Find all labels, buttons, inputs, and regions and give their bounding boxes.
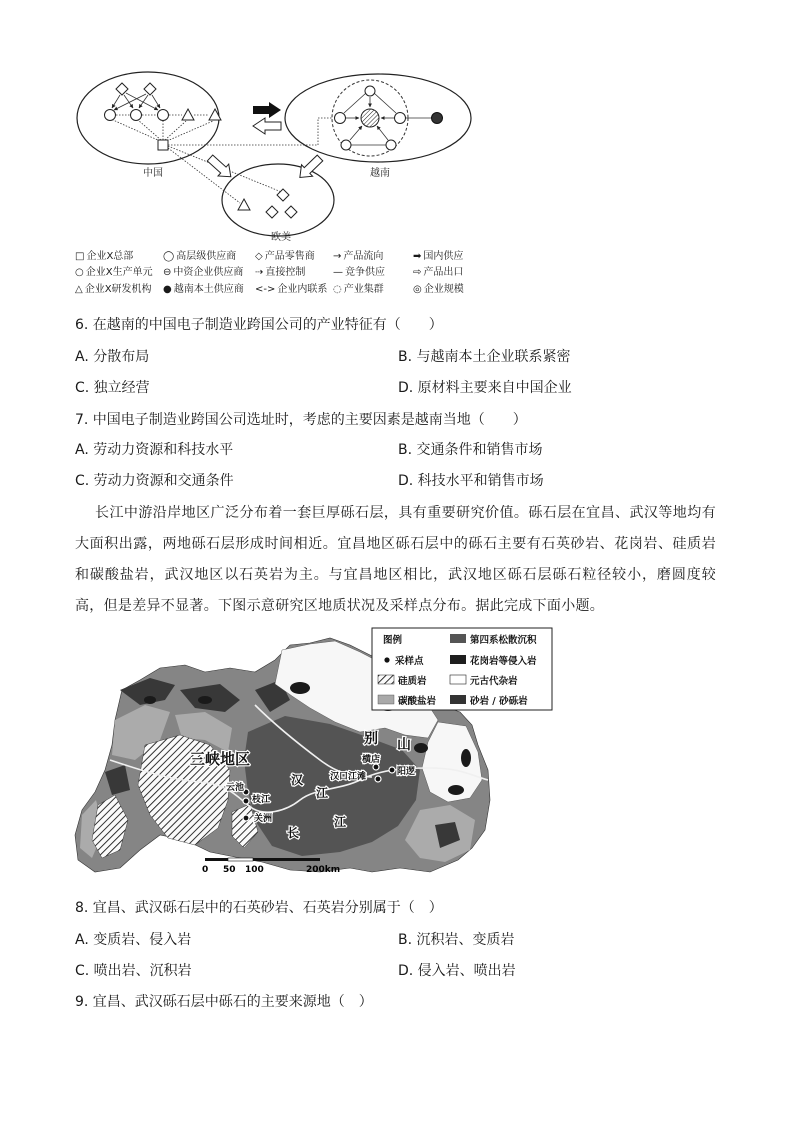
headquarters-square-icon: □ — [75, 251, 85, 262]
legend-carbonate: 碳酸盐岩 — [398, 696, 437, 707]
headquarters-square-icon — [158, 140, 168, 150]
retailer-diamond-icon — [285, 206, 297, 218]
legend-label: 竞争供应 — [345, 267, 385, 278]
place-guanzhou: 关洲 — [254, 814, 273, 824]
product-flow-arrow-icon: → — [333, 251, 342, 262]
legend-label: 直接控制 — [265, 267, 306, 278]
chinese-supplier-icon — [395, 113, 406, 124]
domestic-supply-arrow-icon: ➡ — [413, 251, 422, 262]
sandstone-swatch — [450, 695, 466, 704]
legend-label: 产业集群 — [343, 284, 384, 295]
legend-item — [333, 283, 413, 297]
legend-proterozoic: 元古代杂岩 — [470, 676, 518, 687]
legend-quaternary: 第四系松散沉积 — [470, 635, 537, 646]
sample-point-yangluo — [389, 767, 395, 773]
legend-item — [413, 283, 493, 297]
domestic-supply-arrow-icon — [253, 102, 281, 118]
question-8-stem: 8. 宜昌、武汉砾石层中的石英砂岩、石英岩分别属于（ ） — [75, 900, 443, 916]
legend-item — [333, 266, 413, 280]
legend-item — [75, 283, 163, 297]
high-tier-supplier-icon — [361, 109, 379, 127]
sample-point-zhijiang — [243, 798, 249, 804]
legend-label: 企业X生产单元 — [85, 267, 153, 278]
production-unit-icon — [158, 110, 169, 121]
q6-option-c[interactable]: C. 独立经营 — [75, 380, 150, 396]
legend-siliceous: 硅质岩 — [398, 676, 427, 687]
q6-option-a[interactable]: A. 分散布局 — [75, 349, 150, 365]
legend-sandstone: 砂岩 / 砂砾岩 — [470, 696, 528, 707]
production-unit-icon — [105, 110, 116, 121]
place-bie: 别 — [364, 731, 378, 747]
sample-point-guanzhou — [243, 815, 249, 821]
chinese-supplier-icon — [335, 113, 346, 124]
q7-option-b[interactable]: B. 交通条件和销售市场 — [398, 442, 543, 458]
q6-option-d[interactable]: D. 原材料主要来自中国企业 — [398, 380, 572, 396]
legend-item — [333, 250, 413, 264]
vietnam-local-supplier-icon — [432, 113, 443, 124]
chinese-supplier-icon: ⊖ — [163, 267, 172, 278]
vietnam-label: 越南 — [370, 168, 390, 179]
direct-control-arrow-icon: ⇢ — [255, 267, 264, 278]
legend-label: 产品流向 — [343, 251, 384, 262]
place-yunchi: 云池 — [226, 783, 245, 793]
place-hankou: 汉口江滩 — [330, 772, 367, 782]
internal-link-arrow-icon: <-> — [255, 284, 276, 295]
place-three-gorges: 三峡地区 — [190, 750, 251, 768]
question-7-stem: 7. 中国电子制造业跨国公司选址时，考虑的主要因素是越南当地（ ） — [75, 412, 527, 428]
chinese-supplier-icon — [341, 140, 351, 150]
legend-granite: 花岗岩等侵入岩 — [470, 656, 537, 667]
china-links — [112, 93, 333, 203]
legend-item — [413, 266, 493, 280]
place-hengdian: 横店 — [362, 755, 381, 765]
vietnam-local-supplier-icon: ● — [163, 284, 172, 295]
legend-label: 企业规模 — [423, 284, 464, 295]
china-label: 中国 — [143, 168, 163, 179]
chinese-supplier-icon — [386, 140, 396, 150]
q7-option-a[interactable]: A. 劳动力资源和科技水平 — [75, 442, 234, 458]
chinese-supplier-icon — [365, 86, 375, 96]
industry-network-diagram — [0, 0, 794, 250]
legend-item — [163, 266, 255, 280]
legend-sample-point: 采样点 — [395, 656, 424, 667]
product-export-arrow-icon — [205, 152, 237, 183]
q8-option-d[interactable]: D. 侵入岩、喷出岩 — [398, 963, 516, 979]
rnd-triangle-icon — [182, 109, 194, 120]
enterprise-scale-icon: ◎ — [413, 284, 422, 295]
legend-item — [163, 250, 255, 264]
legend-label: 企业X总部 — [86, 251, 134, 262]
siliceous-swatch — [378, 675, 394, 684]
legend-label: 高层级供应商 — [176, 251, 237, 262]
legend-label: 中资企业供应商 — [173, 267, 244, 278]
place-shan: 山 — [397, 737, 411, 753]
granite-swatch — [450, 655, 466, 664]
legend-item — [75, 250, 163, 264]
proterozoic-swatch — [450, 675, 466, 684]
rnd-triangle-icon: △ — [75, 284, 83, 295]
geology-map — [70, 625, 560, 880]
carbonate-swatch — [378, 695, 394, 704]
product-export-arrow-icon: ⇨ — [413, 267, 422, 278]
place-han: 汉 — [291, 773, 304, 787]
q6-option-b[interactable]: B. 与越南本土企业联系紧密 — [398, 349, 571, 365]
retailer-diamond-icon — [277, 189, 289, 201]
place-yangluo: 阳逻 — [397, 767, 416, 777]
legend-item — [255, 283, 333, 297]
retailer-diamond-icon: ◇ — [255, 251, 263, 262]
legend-item — [413, 250, 493, 264]
production-unit-icon: ○ — [75, 267, 84, 278]
product-export-arrow-icon — [253, 118, 281, 134]
q7-option-c[interactable]: C. 劳动力资源和交通条件 — [75, 473, 234, 489]
scale-label-0: 0 — [202, 865, 209, 875]
diagram-legend-row — [75, 266, 493, 280]
legend-label: 越南本土供应商 — [173, 284, 244, 295]
scale-label-200km: 200km — [306, 865, 341, 875]
competitive-supply-line-icon: — — [333, 267, 343, 278]
sample-point-icon — [384, 657, 389, 662]
rnd-triangle-icon — [238, 199, 250, 210]
q8-option-c[interactable]: C. 喷出岩、沉积岩 — [75, 963, 192, 979]
product-export-arrow-icon — [294, 152, 325, 183]
map-legend — [372, 628, 552, 710]
legend-label: 产品零售商 — [264, 251, 315, 262]
europe-america-label: 欧美 — [271, 232, 291, 243]
question-6-stem: 6. 在越南的中国电子制造业跨国公司的产业特征有（ ） — [75, 317, 443, 333]
map-legend-title: 图例 — [383, 635, 403, 646]
legend-label: 产品出口 — [423, 267, 464, 278]
question-9-stem: 9. 宜昌、武汉砾石层中砾石的主要来源地（ ） — [75, 994, 373, 1010]
q8-option-a[interactable]: A. 变质岩、侵入岩 — [75, 932, 192, 948]
q8-option-b[interactable]: B. 沉积岩、变质岩 — [398, 932, 515, 948]
retailer-diamond-icon — [266, 206, 278, 218]
industry-cluster-icon: ◌ — [333, 284, 342, 295]
legend-label: 国内供应 — [423, 251, 464, 262]
production-unit-icon — [131, 110, 142, 121]
scale-label-50: 50 — [223, 865, 236, 875]
scale-label-100: 100 — [245, 865, 264, 875]
legend-item — [163, 283, 255, 297]
place-zhijiang: 枝江 — [252, 795, 271, 805]
reading-passage: 长江中游沿岸地区广泛分布着一套巨厚砾石层，具有重要研究价值。砾石层在宜昌、武汉等地均有大面积出露，两地砾石层形成时间相近。宜昌地区砾石层中的砾石主要有石英砂岩、花岗岩、硅质岩和碳酸盐岩，武汉地区以石英岩为主。与宜昌地区相比，武汉地区砾石层砾石粒径较小，磨圆度较高，但是差异不显著。下图示意研究区地质状况及采样点分布。据此完成下面小题。 — [75, 505, 716, 614]
sample-point-hankou — [375, 776, 381, 782]
place-chang-jiang: 江 — [334, 815, 347, 829]
diagram-legend-row — [75, 283, 493, 297]
legend-item — [255, 266, 333, 280]
retailer-diamond-icon — [144, 83, 156, 95]
legend-label: 企业X研发机构 — [84, 284, 152, 295]
q7-option-d[interactable]: D. 科技水平和销售市场 — [398, 473, 544, 489]
quaternary-swatch — [450, 634, 466, 643]
scale-bar — [202, 858, 340, 875]
legend-item — [75, 266, 163, 280]
legend-label: 企业内联系 — [277, 284, 328, 295]
place-chang: 长 — [287, 826, 300, 840]
vietnam-links — [344, 93, 431, 145]
high-tier-supplier-icon: ◯ — [163, 251, 175, 262]
place-han-jiang: 江 — [316, 786, 329, 800]
diagram-legend-row — [75, 250, 493, 264]
legend-item — [255, 250, 333, 264]
